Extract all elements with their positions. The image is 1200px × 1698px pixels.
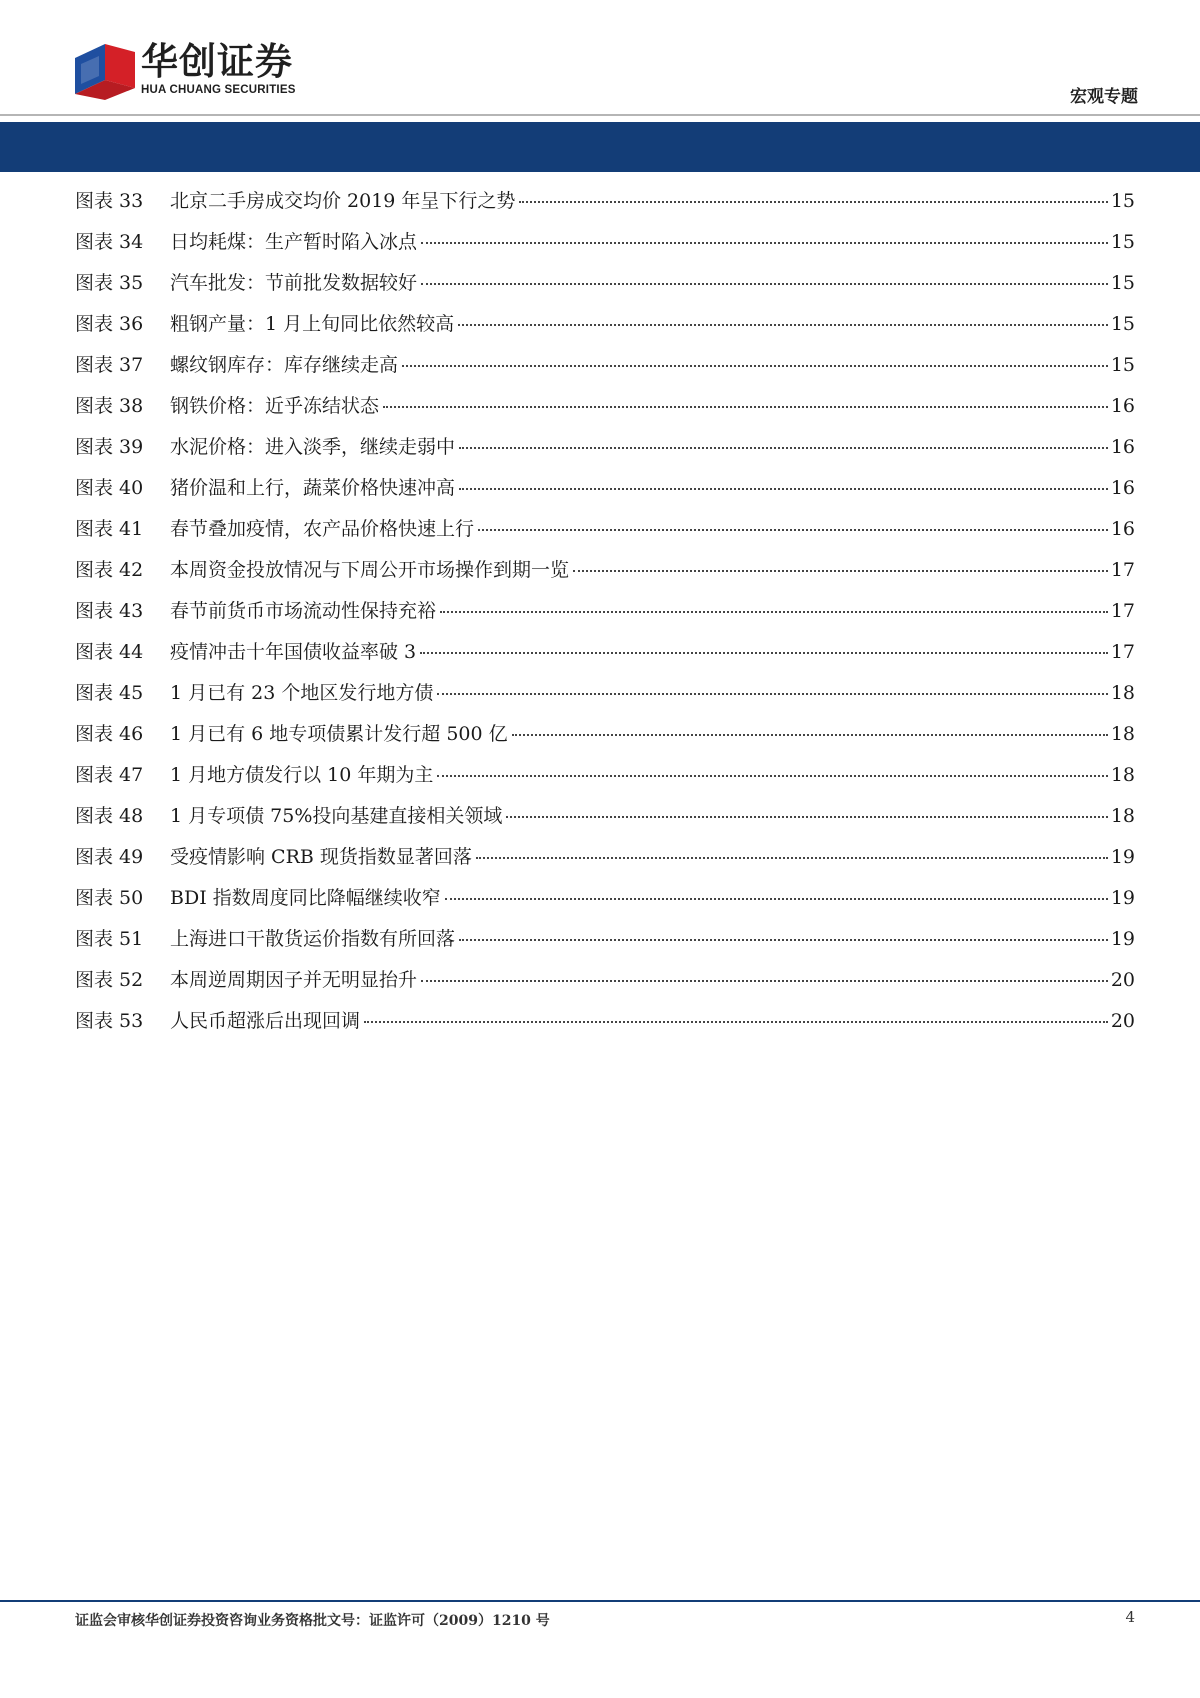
toc-entry-label: 图表 33	[75, 190, 144, 212]
toc-entry-title: 人民币超涨后出现回调	[170, 1010, 361, 1032]
toc-entry-title: 本周资金投放情况与下周公开市场操作到期一览	[170, 559, 570, 581]
toc-entry-title: 钢铁价格：近乎冻结状态	[170, 395, 380, 417]
toc-entry-label: 图表 45	[75, 682, 144, 704]
toc-entry[interactable]	[75, 640, 1135, 681]
toc-entry-page: 18	[1110, 682, 1135, 704]
toc-entry[interactable]	[75, 927, 1135, 968]
toc-entry-page: 20	[1110, 1010, 1135, 1032]
toc-entry-page: 17	[1110, 641, 1135, 663]
toc-entry[interactable]	[75, 968, 1135, 1009]
toc-entry-leader	[573, 570, 1108, 572]
toc-entry-page: 15	[1110, 190, 1135, 212]
toc-entry-label: 图表 41	[75, 518, 144, 540]
toc-entry-title: 1 月地方债发行以 10 年期为主	[170, 764, 434, 786]
toc-entry-leader	[478, 529, 1108, 531]
toc-entry[interactable]	[75, 189, 1135, 230]
toc-entry-leader	[421, 242, 1108, 244]
toc-entry-page: 17	[1110, 600, 1135, 622]
page-number: 4	[1125, 1608, 1135, 1626]
toc-entry-page: 19	[1110, 887, 1135, 909]
toc-entry[interactable]	[75, 886, 1135, 927]
toc-entry-leader	[512, 734, 1108, 736]
toc-entry-label: 图表 47	[75, 764, 144, 786]
toc-entry-title: 本周逆周期因子并无明显抬升	[170, 969, 418, 991]
header-band	[0, 122, 1200, 172]
toc-entry-title: BDI 指数周度同比降幅继续收窄	[170, 887, 441, 909]
toc-entry-label: 图表 51	[75, 928, 144, 950]
toc-entry-page: 20	[1110, 969, 1135, 991]
toc-entry-label: 图表 39	[75, 436, 144, 458]
toc-entry-title: 汽车批发：节前批发数据较好	[170, 272, 418, 294]
toc-entry-leader	[420, 652, 1108, 654]
toc-entry-title: 疫情冲击十年国债收益率破 3	[170, 641, 417, 663]
toc-entry-page: 16	[1110, 395, 1135, 417]
toc-entry-page: 15	[1110, 231, 1135, 253]
logo-english-name: HUA CHUANG SECURITIES	[141, 84, 296, 96]
toc-entry-label: 图表 40	[75, 477, 144, 499]
toc-entry-page: 16	[1110, 436, 1135, 458]
toc-entry-title: 1 月已有 23 个地区发行地方债	[170, 682, 434, 704]
toc-entry-leader	[440, 611, 1108, 613]
toc-entry[interactable]	[75, 681, 1135, 722]
toc-entry-page: 18	[1110, 805, 1135, 827]
toc-entry-label: 图表 49	[75, 846, 144, 868]
toc-entry[interactable]	[75, 763, 1135, 804]
toc-entry-page: 19	[1110, 846, 1135, 868]
toc-entry-page: 16	[1110, 477, 1135, 499]
toc-entry-leader	[402, 365, 1108, 367]
toc-entry-label: 图表 53	[75, 1010, 144, 1032]
toc-entry[interactable]	[75, 353, 1135, 394]
toc-entry-title: 北京二手房成交均价 2019 年呈下行之势	[170, 190, 516, 212]
toc-entry-title: 螺纹钢库存：库存继续走高	[170, 354, 399, 376]
toc-entry-label: 图表 50	[75, 887, 144, 909]
toc-entry[interactable]	[75, 394, 1135, 435]
toc-entry-title: 1 月已有 6 地专项债累计发行超 500 亿	[170, 723, 508, 745]
toc-entry-leader	[437, 693, 1107, 695]
toc-entry-leader	[459, 939, 1108, 941]
toc-entry-title: 猪价温和上行，蔬菜价格快速冲高	[170, 477, 456, 499]
toc-entry-leader	[421, 980, 1108, 982]
toc-entry-leader	[458, 324, 1108, 326]
toc-entry-page: 18	[1110, 723, 1135, 745]
toc-entry-label: 图表 42	[75, 559, 144, 581]
toc-entry[interactable]	[75, 558, 1135, 599]
toc-entry-leader	[519, 201, 1107, 203]
toc-entry-leader	[445, 898, 1108, 900]
toc-entry[interactable]	[75, 476, 1135, 517]
toc-entry-label: 图表 38	[75, 395, 144, 417]
footer-license: 证监会审核华创证券投资咨询业务资格批文号：证监许可（2009）1210 号	[75, 1613, 550, 1629]
toc-entry-title: 春节叠加疫情，农产品价格快速上行	[170, 518, 475, 540]
toc-entry[interactable]	[75, 312, 1135, 353]
toc-entry-title: 受疫情影响 CRB 现货指数显著回落	[170, 846, 472, 868]
toc-entry[interactable]	[75, 230, 1135, 271]
toc-entry-title: 粗钢产量：1 月上旬同比依然较高	[170, 313, 455, 335]
table-of-figures	[75, 189, 1135, 1050]
toc-entry-leader	[421, 283, 1108, 285]
toc-entry-label: 图表 43	[75, 600, 144, 622]
logo-mark-icon	[75, 44, 135, 100]
toc-entry-page: 15	[1110, 354, 1135, 376]
toc-entry[interactable]	[75, 271, 1135, 312]
toc-entry-leader	[506, 816, 1107, 818]
toc-entry-label: 图表 46	[75, 723, 144, 745]
footer-divider	[0, 1600, 1200, 1602]
toc-entry-leader	[459, 447, 1108, 449]
toc-entry[interactable]	[75, 722, 1135, 763]
toc-entry-page: 18	[1110, 764, 1135, 786]
toc-entry[interactable]	[75, 517, 1135, 558]
toc-entry-label: 图表 36	[75, 313, 144, 335]
toc-entry-page: 16	[1110, 518, 1135, 540]
toc-entry[interactable]	[75, 1009, 1135, 1050]
toc-entry-leader	[476, 857, 1108, 859]
toc-entry[interactable]	[75, 845, 1135, 886]
toc-entry-label: 图表 37	[75, 354, 144, 376]
toc-entry-label: 图表 34	[75, 231, 144, 253]
toc-entry-label: 图表 44	[75, 641, 144, 663]
toc-entry[interactable]	[75, 435, 1135, 476]
toc-entry-title: 水泥价格：进入淡季，继续走弱中	[170, 436, 456, 458]
toc-entry[interactable]	[75, 804, 1135, 845]
toc-entry-leader	[383, 406, 1108, 408]
toc-entry-leader	[364, 1021, 1108, 1023]
header-divider	[0, 114, 1200, 116]
report-category: 宏观专题	[1070, 87, 1138, 107]
toc-entry-label: 图表 52	[75, 969, 144, 991]
company-logo	[75, 40, 315, 106]
toc-entry-title: 1 月专项债 75%投向基建直接相关领域	[170, 805, 503, 827]
toc-entry-title: 上海进口干散货运价指数有所回落	[170, 928, 456, 950]
toc-entry-leader	[437, 775, 1107, 777]
toc-entry-page: 17	[1110, 559, 1135, 581]
toc-entry-label: 图表 35	[75, 272, 144, 294]
toc-entry-page: 15	[1110, 272, 1135, 294]
toc-entry-title: 日均耗煤：生产暂时陷入冰点	[170, 231, 418, 253]
toc-entry-label: 图表 48	[75, 805, 144, 827]
toc-entry-title: 春节前货币市场流动性保持充裕	[170, 600, 437, 622]
toc-entry-page: 19	[1110, 928, 1135, 950]
toc-entry[interactable]	[75, 599, 1135, 640]
logo-chinese-name: 华创证券	[141, 40, 293, 83]
toc-entry-page: 15	[1110, 313, 1135, 335]
toc-entry-leader	[459, 488, 1108, 490]
